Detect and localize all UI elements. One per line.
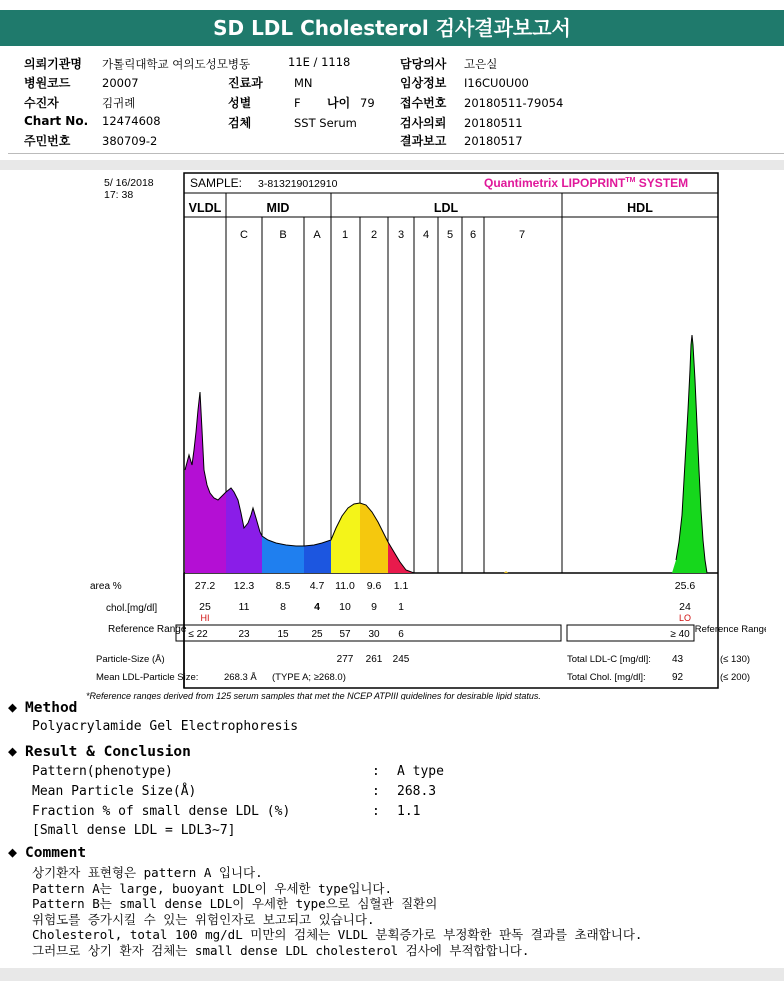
header-divider [8, 153, 784, 154]
chol-3: 1 [398, 601, 404, 613]
info-value: 20180517 [464, 134, 523, 148]
area-b: 8.5 [275, 580, 291, 592]
total-chol-value: 92 [672, 672, 684, 683]
band-b: B [279, 229, 287, 241]
report-time: 17: 38 [104, 189, 134, 201]
row-label-chol: chol.[mg/dl] [106, 603, 158, 614]
chol-c: 11 [238, 601, 250, 613]
info-field [24, 74, 139, 91]
comment-line: Cholesterol, total 100 mg/dL 미만의 검체는 VLDL 분획증가로 부정확한 판독 결과를 초래합니다. [32, 927, 643, 942]
chol-a: 4 [314, 601, 320, 613]
area-vldl: 27.2 [194, 580, 216, 592]
result-label: Mean Particle Size(Å) [32, 784, 197, 799]
info-label: 성별 [228, 96, 252, 110]
info-value: 고은실 [464, 57, 498, 71]
info-value: 20007 [102, 76, 139, 90]
comment-line: 그러므로 상기 환자 검체는 small dense LDL cholesterol 검사에 부적합합니다. [32, 942, 530, 958]
info-value: 12474608 [102, 114, 161, 128]
info-label: 접수번호 [400, 96, 447, 110]
row-label-size: Particle-Size (Å) [96, 654, 165, 665]
ldl-7-trace [504, 571, 508, 573]
size-1: 277 [336, 654, 354, 665]
area-hdl: 25.6 [674, 580, 696, 592]
info-label: 담당의사 [400, 57, 447, 71]
mid-a [304, 540, 331, 573]
size-2: 261 [365, 654, 383, 665]
chol-1: 10 [339, 601, 351, 613]
total-chol-ref: (≤ 200) [720, 672, 751, 683]
comment-line: 상기환자 표현형은 pattern A 입니다. [32, 865, 263, 880]
footer-band [0, 968, 784, 981]
total-ldl-label: Total LDL-C [mg/dl]: [567, 654, 651, 665]
area-values [195, 580, 696, 592]
info-label: 진료과 [228, 76, 263, 90]
info-label: 결과보고 [400, 134, 447, 148]
vldl-peak [185, 392, 226, 573]
area-2: 9.6 [366, 580, 382, 592]
info-field [282, 55, 350, 69]
size-3: 245 [392, 654, 410, 665]
diamond-bullet-icon: ◆ [8, 698, 18, 716]
info-label: 주민번호 [24, 134, 71, 148]
ldl-3 [388, 542, 414, 573]
lipoprint-report [86, 170, 766, 700]
info-value: I16CU0U00 [464, 76, 529, 90]
total-chol-label: Total Chol. [mg/dl]: [567, 672, 646, 683]
info-field [228, 94, 301, 111]
band-4: 4 [422, 229, 430, 241]
info-value: 380709-2 [102, 134, 158, 148]
info-field [400, 55, 497, 72]
info-field [228, 114, 357, 131]
chol-b: 8 [280, 601, 286, 613]
info-value: 김귀례 [102, 96, 136, 110]
result-label: Fraction % of small dense LDL (%) [32, 804, 291, 819]
result-heading: ◆ Result & Conclusion [8, 742, 191, 760]
info-label: 임상정보 [400, 76, 447, 90]
ref-c: 23 [238, 629, 250, 640]
age-label: 나이 [327, 96, 351, 110]
info-field [400, 114, 523, 131]
row-label-area: area % [90, 581, 122, 592]
ldl-2 [360, 503, 388, 573]
info-value: F [294, 96, 301, 110]
info-value: 가톨릭대학교 여의도성모병동 [102, 57, 251, 71]
ref-vldl: ≤ 22 [188, 629, 208, 640]
row-label-mean: Mean LDL-Particle Size: [96, 672, 199, 683]
info-label: 검사의뢰 [400, 116, 447, 130]
ldl-1 [331, 503, 360, 573]
chol-hdl: 24 [679, 601, 691, 613]
report-title: SD LDL Cholesterol 검사결과보고서 [0, 10, 784, 46]
comment-heading: ◆ Comment [8, 843, 87, 861]
info-field [400, 132, 523, 149]
ref-1: 57 [339, 629, 351, 640]
chol-vldl: 25 [199, 601, 211, 613]
age-field [327, 94, 375, 111]
info-value: 20180511-79054 [464, 96, 564, 110]
band-a: A [313, 229, 321, 241]
band-7: 7 [518, 229, 526, 241]
mid-c [226, 488, 262, 573]
area-3: 1.1 [393, 580, 409, 592]
info-field [24, 114, 161, 128]
group-ldl: LDL [433, 201, 459, 215]
band-separators [226, 193, 562, 573]
result-value: 1.1 [397, 804, 421, 819]
sample-label: SAMPLE: [190, 176, 243, 190]
area-c: 12.3 [233, 580, 255, 592]
comment-line: 위험도를 증가시킬 수 있는 위험인자로 보고되고 있습니다. [32, 911, 375, 927]
method-heading: ◆ Method [8, 698, 78, 716]
footnote: *Reference ranges derived from 125 serum samples that met the NCEP ATPIII guidelines for desirable lipid status. [86, 691, 541, 700]
band-3: 3 [397, 229, 405, 241]
report-frame [184, 173, 718, 688]
ref-values [188, 629, 690, 640]
method-text: Polyacrylamide Gel Electrophoresis [32, 719, 299, 734]
ref-right-label: Reference Range [694, 624, 766, 635]
ref-3: 6 [398, 629, 404, 640]
mid-b [262, 536, 304, 573]
info-field [24, 94, 135, 111]
group-mid: MID [266, 201, 290, 215]
age-value: 79 [360, 96, 375, 110]
total-ldl-value: 43 [672, 654, 684, 665]
info-label: 의뢰기관명 [24, 57, 82, 71]
mean-value: 268.3 Å [224, 672, 257, 683]
chol-values [199, 601, 691, 613]
ref-hdl: ≥ 40 [670, 629, 690, 640]
result-label: Pattern(phenotype) [32, 764, 173, 779]
band-labels [240, 229, 525, 241]
result-note: [Small dense LDL = LDL3~7] [32, 823, 236, 838]
total-ldl-ref: (≤ 130) [720, 654, 751, 665]
info-field [24, 132, 157, 149]
mean-type: (TYPE A; ≥268.0) [272, 672, 346, 683]
diamond-bullet-icon: ◆ [8, 843, 18, 861]
info-label: Chart No. [24, 114, 89, 128]
band-2: 2 [370, 229, 378, 241]
info-label: 수진자 [24, 96, 59, 110]
band-1: 1 [341, 229, 349, 241]
area-a: 4.7 [309, 580, 325, 592]
chol-2: 9 [371, 601, 377, 613]
result-colon: : [372, 764, 380, 779]
diamond-bullet-icon: ◆ [8, 742, 18, 760]
sample-id: 3-813219012910 [258, 178, 338, 190]
band-5: 5 [446, 229, 454, 241]
group-vldl: VLDL [188, 201, 222, 215]
info-field [24, 55, 250, 72]
result-value: A type [397, 764, 444, 779]
info-value: 11E / 1118 [288, 55, 351, 69]
band-6: 6 [469, 229, 477, 241]
row-label-ref: Reference Range [108, 624, 187, 635]
info-field [228, 74, 313, 91]
brand-name: Quantimetrix LIPOPRINT™ SYSTEM [484, 176, 689, 190]
band-c: C [240, 229, 248, 241]
size-values [337, 654, 410, 665]
group-hdl: HDL [627, 201, 653, 215]
ref-b: 15 [277, 629, 289, 640]
info-label: 병원코드 [24, 76, 71, 90]
separator-band [0, 160, 784, 170]
results-table [90, 580, 766, 683]
ref-2: 30 [368, 629, 380, 640]
info-field [400, 94, 563, 111]
info-value: MN [294, 76, 313, 90]
ref-a: 25 [311, 629, 323, 640]
result-value: 268.3 [397, 784, 437, 799]
comment-line: Pattern A는 large, buoyant LDL이 우세한 type입니다. [32, 880, 392, 896]
info-value: 20180511 [464, 116, 523, 130]
flag-hi: HI [200, 613, 210, 623]
flag-lo: LO [678, 613, 692, 623]
curve-outline [185, 335, 707, 573]
electrophoresis-chart [86, 170, 766, 700]
comment-line: Pattern B는 small dense LDL이 우세한 type으로 심혈관 질환의 [32, 896, 438, 911]
report-date: 5/ 16/2018 [104, 177, 154, 189]
info-value: SST Serum [294, 116, 357, 130]
area-1: 11.0 [335, 580, 355, 592]
info-field [400, 74, 529, 91]
result-colon: : [372, 784, 380, 799]
info-label: 검체 [228, 116, 252, 130]
result-colon: : [372, 804, 380, 819]
